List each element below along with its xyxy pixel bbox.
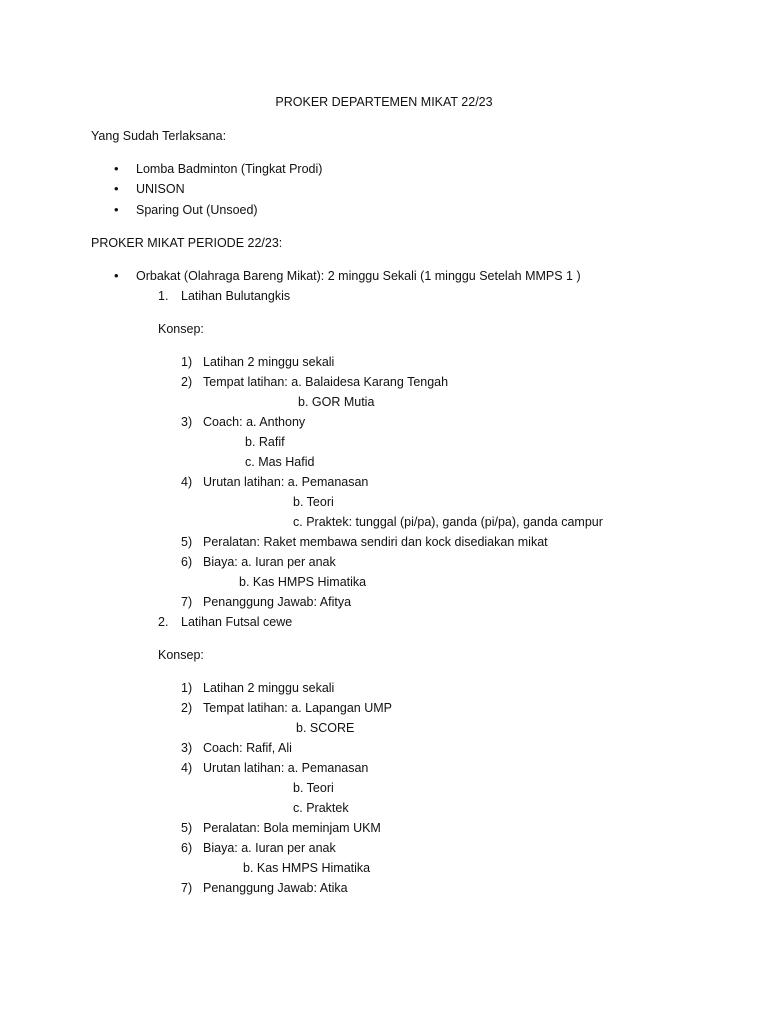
activity-title: Latihan Futsal cewe	[181, 615, 293, 629]
point-text: Tempat latihan: a. Lapangan UMP	[203, 701, 393, 715]
point-text: Urutan latihan: a. Pemanasan	[203, 761, 369, 775]
point-number: 1)	[181, 681, 193, 695]
point-text: Penanggung Jawab: Afitya	[203, 595, 352, 609]
point-text: Coach: a. Anthony	[203, 415, 306, 429]
done-heading: Yang Sudah Terlaksana:	[91, 129, 227, 143]
bullet-icon: •	[114, 268, 119, 283]
point-number: 5)	[181, 535, 193, 549]
point-text: Urutan latihan: a. Pemanasan	[203, 475, 369, 489]
bullet-icon: •	[114, 161, 119, 176]
point-continuation: c. Praktek	[293, 801, 349, 815]
point-number: 2)	[181, 701, 193, 715]
point-number: 6)	[181, 841, 193, 855]
point-text: Latihan 2 minggu sekali	[203, 355, 335, 369]
activity-title: Latihan Bulutangkis	[181, 289, 291, 303]
point-continuation: b. SCORE	[296, 721, 355, 735]
point-continuation: b. Teori	[293, 495, 334, 509]
konsep-label: Konsep:	[158, 322, 204, 336]
point-continuation: b. Rafif	[245, 435, 285, 449]
point-text: Biaya: a. Iuran per anak	[203, 841, 336, 855]
point-continuation: b. Teori	[293, 781, 334, 795]
point-number: 4)	[181, 475, 193, 489]
point-number: 3)	[181, 415, 193, 429]
point-number: 4)	[181, 761, 193, 775]
bullet-icon: •	[114, 181, 119, 196]
point-text: Penanggung Jawab: Atika	[203, 881, 348, 895]
point-continuation: c. Mas Hafid	[245, 455, 315, 469]
done-item: UNISON	[136, 182, 185, 196]
period-heading: PROKER MIKAT PERIODE 22/23:	[91, 236, 283, 250]
document-title: PROKER DEPARTEMEN MIKAT 22/23	[275, 95, 493, 109]
point-number: 2)	[181, 375, 193, 389]
point-text: Coach: Rafif, Ali	[203, 741, 292, 755]
done-item: Lomba Badminton (Tingkat Prodi)	[136, 162, 323, 176]
point-continuation: b. Kas HMPS Himatika	[243, 861, 371, 875]
activity-number: 2.	[158, 615, 169, 629]
point-number: 5)	[181, 821, 193, 835]
point-text: Tempat latihan: a. Balaidesa Karang Tengah	[203, 375, 449, 389]
konsep-label: Konsep:	[158, 648, 204, 662]
point-number: 3)	[181, 741, 193, 755]
point-text: Biaya: a. Iuran per anak	[203, 555, 336, 569]
point-continuation: b. Kas HMPS Himatika	[239, 575, 367, 589]
point-text: Peralatan: Bola meminjam UKM	[203, 821, 381, 835]
done-item: Sparing Out (Unsoed)	[136, 203, 258, 217]
activity-number: 1.	[158, 289, 169, 303]
point-text: Peralatan: Raket membawa sendiri dan kock disediakan mikat	[203, 535, 548, 549]
bullet-icon: •	[114, 202, 119, 217]
point-number: 6)	[181, 555, 193, 569]
point-continuation: c. Praktek: tunggal (pi/pa), ganda (pi/pa), ganda campur	[293, 515, 603, 529]
point-continuation: b. GOR Mutia	[298, 395, 375, 409]
point-number: 7)	[181, 595, 193, 609]
point-text: Latihan 2 minggu sekali	[203, 681, 335, 695]
point-number: 7)	[181, 881, 193, 895]
orbakat-item: Orbakat (Olahraga Bareng Mikat): 2 minggu Sekali (1 minggu Setelah MMPS 1 )	[136, 269, 581, 283]
point-number: 1)	[181, 355, 193, 369]
